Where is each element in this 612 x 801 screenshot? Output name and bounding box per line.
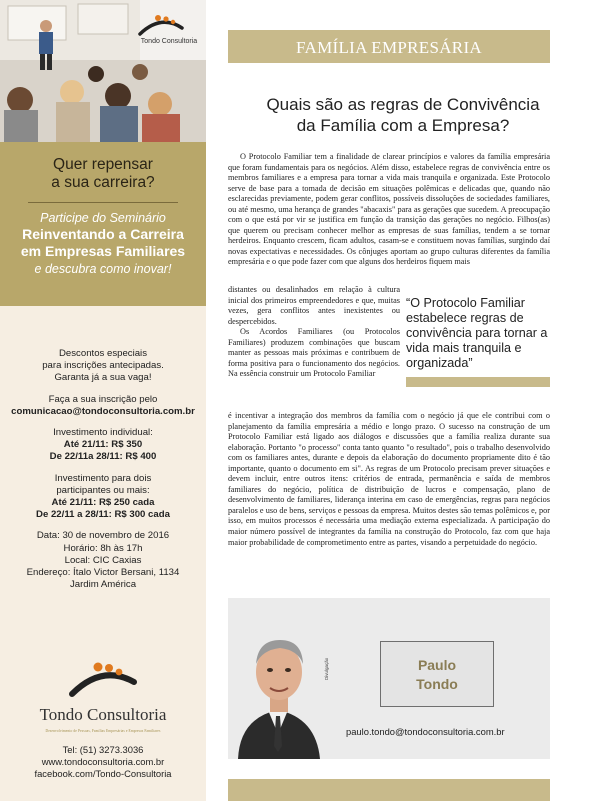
seminar-photo (0, 0, 206, 142)
pull-quote-rule (406, 377, 550, 387)
promo-intro: Participe do Seminário (40, 211, 166, 225)
tondo-logo-icon (68, 660, 138, 698)
seminar-title-line: Reinventando a Carreira (22, 226, 184, 242)
article-headline (228, 94, 578, 136)
pull-quote (406, 296, 556, 387)
signup-email-link[interactable]: comunicacao@tondoconsultoria.com.br (11, 405, 195, 417)
info-line: Descontos especiais (59, 348, 147, 359)
info-line: Garanta já a sua vaga! (54, 372, 152, 384)
photo-logo-text: Tondo Consultoria (140, 38, 198, 45)
event-details (0, 530, 206, 591)
footer-bar (228, 779, 550, 801)
paragraph-text: é incentivar a integração dos membros da família com o negócio já que ele contribui com o planejamento da família empresária a médio e longo prazo. O sucesso na construção de um Protocolo Familiar está ligado aos diálogos e discussões que a família realiza durante sua elaboração. Portanto "o processo" conta tanto quanto "o resultado", pois o trabalho desenvolvido com os familiares antes, durante e depois da elaboração do documento propriamente dito é tão importante, quanto o documento em si". As regras de um Protocolo precisam prever situações e devem incluir, entre outros itens: critérios de entrada, permanência e saída de membros familiares do negócio, política de distribuição de lucros e compensação, plano de desenvolvimento de familiares, liderança interina em caso de emergências, regras para negócios paralelos e uso de bens, serviços e pessoas da empresa. Muitos destes são temas polêmicos e, por isso, em muitos processos é necessária uma mediação externa especializada. A participação do maior número possível de integrantes da família na construção do Protocolo, faz com que haja maior probabilidade de comprometimento entre as partes, visando a perpetuidade do negócio. (228, 411, 550, 547)
sidebar (0, 0, 206, 801)
promo-question (0, 156, 206, 192)
pricing-label: Investimento individual: (53, 427, 153, 439)
promo-divider (28, 202, 178, 203)
event-place: Local: CIC Caxias (64, 554, 142, 566)
contact-phone: Tel: (51) 3273.3036 (62, 744, 144, 755)
event-address: Jardim América (69, 579, 137, 591)
seminar-info (0, 348, 206, 600)
photo-credit: Divulgação (324, 657, 329, 680)
pull-quote-text: “O Protocolo Familiar estabelece regras de convivência para tornar a vida mais tranquila e organizada” (406, 296, 548, 370)
event-time: Horário: 8h às 17h (63, 542, 143, 554)
article-paragraph (228, 411, 550, 548)
author-name-line: Paulo (417, 657, 457, 673)
author-box (228, 598, 550, 759)
article-paragraph (228, 285, 400, 380)
author-photo (232, 606, 324, 759)
author-name-line: Tondo (416, 676, 458, 692)
price-line: De 22/11a 28/11: R$ 400 (49, 451, 157, 463)
price-line: Até 21/11: R$ 250 cada (51, 497, 155, 509)
paragraph-text: distantes ou desalinhados em relação à cultura inicial dos primeiros empreendedores e que, muitas vezes, gera conflitos antes inexistentes ou despercebidos. (228, 285, 400, 326)
price-line: Até 21/11: R$ 350 (63, 439, 143, 451)
brand-block (0, 660, 206, 733)
brand-tagline: Desenvolvimento de Pessoas, Famílias Empresárias e Empresas Familiares (45, 729, 161, 733)
tondo-logo-icon (138, 14, 184, 36)
event-date: Data: 30 de novembro de 2016 (36, 530, 170, 542)
promo-question-line: a sua carreira? (51, 174, 155, 191)
info-line: Faça a sua inscrição pelo (48, 393, 158, 405)
contact-facebook-link[interactable]: facebook.com/Tondo-Consultoria (34, 768, 172, 779)
info-line: para inscrições antecipadas. (42, 360, 164, 372)
section-title: FAMÍLIA EMPRESÁRIA (296, 38, 482, 57)
article-paragraph (228, 152, 550, 268)
event-address: Endereço: Ítalo Victor Bersani, 1134 (26, 567, 180, 579)
promo-question-line: Quer repensar (53, 156, 153, 173)
author-email-link[interactable]: paulo.tondo@tondoconsultoria.com.br (346, 726, 505, 737)
group-pricing (0, 473, 206, 522)
author-name-box (380, 641, 494, 707)
pricing-label: Investimento para dois (54, 472, 152, 484)
signup-info (0, 394, 206, 418)
photo-brand-logo (138, 14, 200, 45)
paragraph-text: O Protocolo Familiar tem a finalidade de clarear princípios e valores da família empresária que foram fundamentais para os negócios. Além disso, estabelece regras de convivência entre os membros familiares e a empresa para tornar a vida mais tranquila e organizada. Este Protocolo serve de base para a tomada de decisão em situações polêmicas e delicadas que, quando não esclarecidas previamente, podem gerar conflitos, possíveis dissoluções de sociedades familiares, ou até mesmo, uma herança de grandes "abacaxis" para as gerações que sucedem. A preocupação com o que está por vir se justifica em função da transição das gerações no negócio. Filhos(as) que querem ou precisam conhecer melhor as empresas de suas famílias, tendem a se tornar herdeiros. Enquanto crescem, ficam adultos, casam-se e constituem novas famílias, surgindo daí novas expectativas e necessidades. Os cônjuges aportam ao grupo culturas diferentes da família empresária e o que pode fazer com que alguns dos herdeiros fiquem mais (228, 152, 550, 267)
paragraph-text: Os Acordos Familiares (ou Protocolos Familiares) produzem combinações que buscam manter as pessoas mais próximas e contribuem de forma positiva para o funcionamento dos negócios. Na essência construir um Protocolo Familiar (228, 327, 400, 379)
price-line: De 22/11 a 28/11: R$ 300 cada (36, 509, 170, 521)
pricing-label: participantes ou mais: (56, 484, 150, 496)
seminar-title-line: em Empresas Familiares (20, 243, 186, 259)
section-header (228, 30, 550, 63)
individual-pricing (0, 427, 206, 464)
headline-line: da Família com a Empresa? (296, 116, 510, 135)
discount-info (0, 348, 206, 385)
brand-name: Tondo Consultoria (39, 705, 167, 724)
author-name (381, 656, 493, 694)
promo-outro: e descubra como inovar! (34, 262, 172, 276)
contact-info (0, 744, 206, 780)
seminar-promo (0, 142, 206, 306)
headline-line: Quais são as regras de Convivência (266, 95, 540, 114)
seminar-title (0, 226, 206, 260)
contact-website-link[interactable]: www.tondoconsultoria.com.br (41, 756, 165, 767)
